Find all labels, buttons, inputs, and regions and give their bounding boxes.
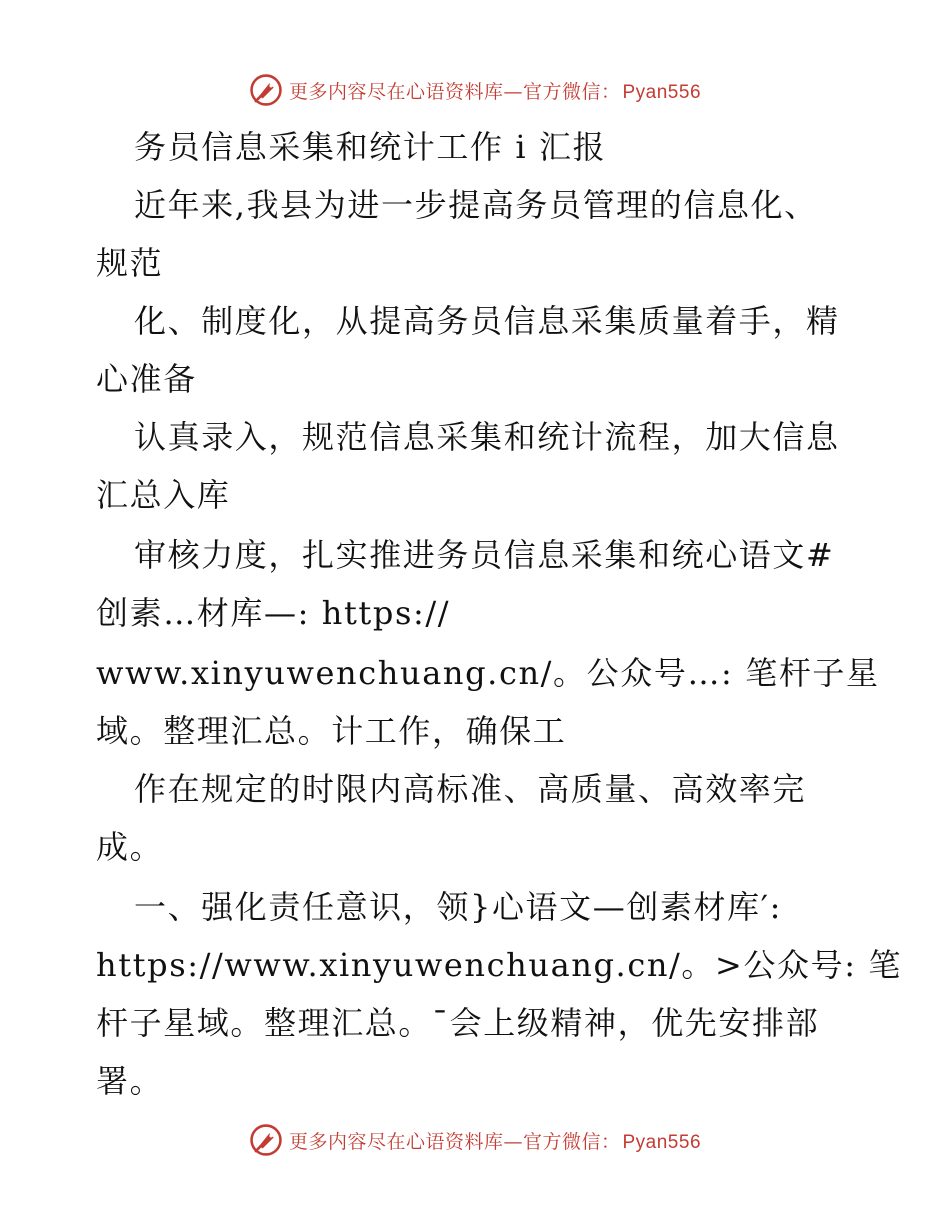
document-line: 成。 <box>96 828 164 866</box>
footer-banner <box>0 1120 950 1160</box>
document-line: 规范 <box>96 244 164 282</box>
footer-banner-label: 更多内容尽在心语资料库—官方微信： <box>288 1130 621 1153</box>
header-wechat-account: Pyan556 <box>622 81 702 103</box>
document-line: https://www.xinyuwenchuang.cn/。>公众号: 笔 <box>96 946 903 984</box>
document-line: 杆子星域。整理汇总。¯会上级精神，优先安排部 <box>96 1004 820 1042</box>
document-line: 署。 <box>96 1062 164 1100</box>
pen-nib-logo-icon <box>249 1123 283 1157</box>
document-line: 汇总入库 <box>96 476 231 514</box>
document-line: 域。整理汇总。计工作，确保工 <box>96 712 567 750</box>
document-line: 近年来,我县为进一步提高务员管理的信息化、 <box>134 186 818 224</box>
document-line: 心准备 <box>96 360 197 398</box>
header-banner-label: 更多内容尽在心语资料库—官方微信： <box>288 80 621 103</box>
document-line: 作在规定的时限内高标准、高质量、高效率完 <box>134 770 807 808</box>
document-line: 审核力度，扎实推进务员信息采集和统心语文# <box>134 536 835 574</box>
document-line: 认真录入，规范信息采集和统计流程，加大信息 <box>134 418 840 456</box>
document-line: 一、强化责任意识，领}心语文—创素材库′: <box>134 888 783 926</box>
document-line: www.xinyuwenchuang.cn/。公众号…: 笔杆子星 <box>96 654 880 692</box>
document-line: 化、制度化，从提高务员信息采集质量着手，精 <box>134 302 840 340</box>
document-line: 务员信息采集和统计工作 i 汇报 <box>134 128 607 166</box>
document-line: 创素…材库—: https:// <box>96 594 451 632</box>
footer-wechat-account: Pyan556 <box>622 1131 702 1153</box>
footer-banner-text <box>289 1127 701 1154</box>
